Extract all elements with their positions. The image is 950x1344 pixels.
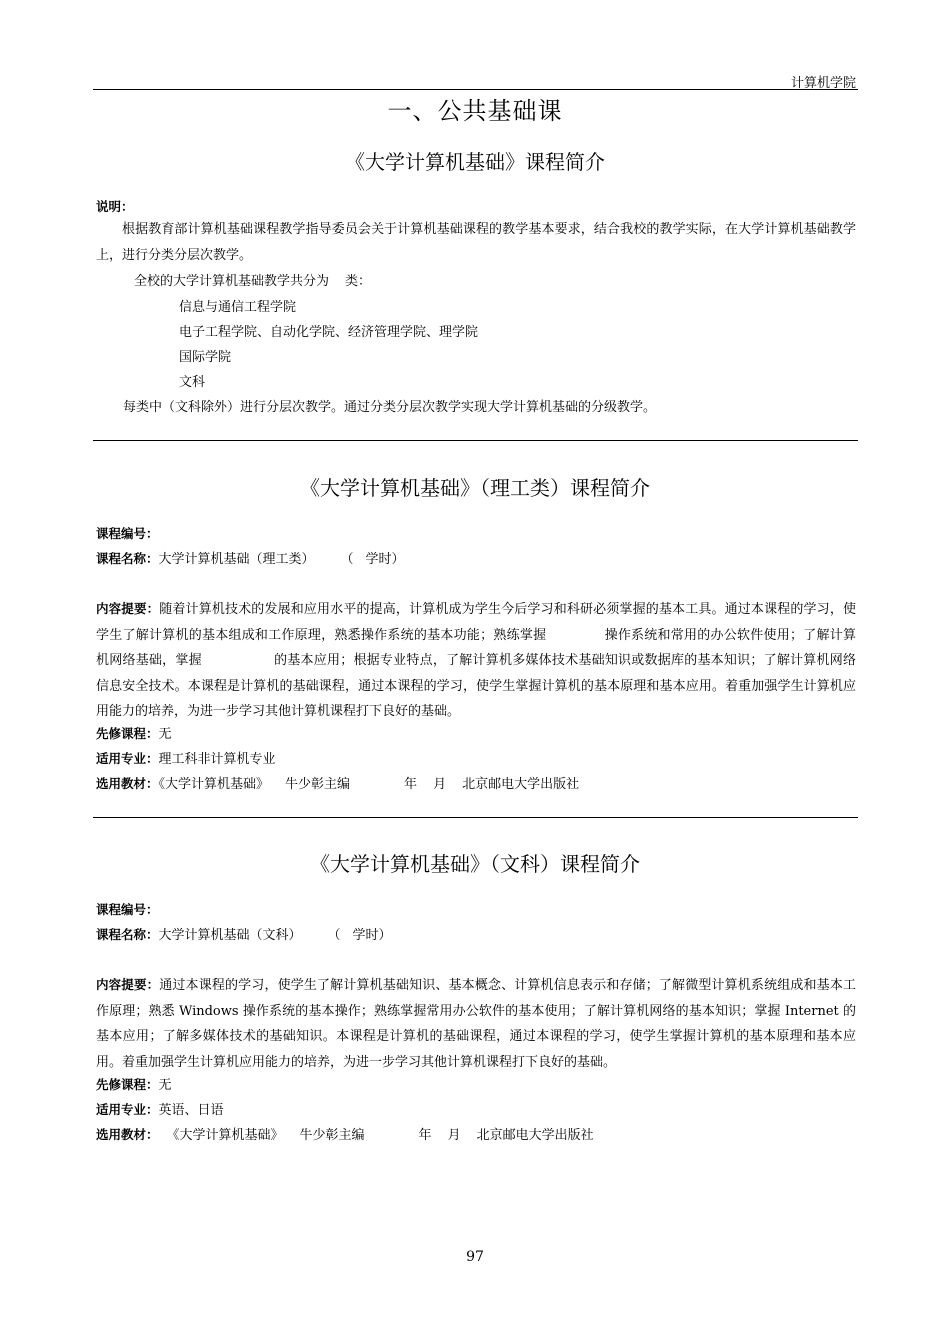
arts-textbook-line — [96, 1124, 594, 1143]
arts-major-label: 适用专业： — [96, 1102, 159, 1117]
science-hours-close: 学时） — [365, 552, 405, 567]
note-label: 说明： — [96, 199, 134, 214]
section-divider — [93, 440, 858, 441]
science-code-label: 课程编号： — [96, 526, 159, 541]
category-item: 文科 — [179, 375, 206, 390]
arts-summary-text: 通过本课程的学习，使学生了解计算机基础知识、基本概念、计算机信息表示和存储；了解微型计算机系统组成和基本工作原理；熟悉 Windows 操作系统的基本操作；熟练掌握常用办公软件的基本使用；了解计算机网络的基本知识；掌握 Internet 的基本应用；了解多媒体技术的基础知识。本课程是计算机的基础课程，通过本课程的学习，使学生掌握计算机的基本原理和基本应用。着重加强学生计算机应用能力的培养，为进一步学习其他计算机课程打下良好的基础。 — [96, 978, 856, 1070]
science-name-line — [96, 548, 405, 567]
arts-name-line — [96, 924, 392, 943]
intro-paragraph: 根据教育部计算机基础课程教学指导委员会关于计算机基础课程的教学基本要求，结合我校的教学实际，在大学计算机基础教学上，进行分类分层次教学。 — [96, 222, 856, 263]
category-count-suffix: 类： — [345, 274, 372, 289]
science-summary-part2: 操作系统和常用的办公软件使用；了解计算机网络基础，掌握 — [96, 627, 856, 668]
science-name-label: 课程名称： — [96, 551, 159, 566]
science-major-label: 适用专业： — [96, 751, 159, 766]
arts-major-value: 英语、日语 — [158, 1103, 224, 1118]
category-count-prefix: 全校的大学计算机基础教学共分为 — [134, 274, 330, 289]
arts-hours-close: 学时） — [352, 928, 392, 943]
category-item: 电子工程学院、自动化学院、经济管理学院、理学院 — [179, 325, 479, 340]
science-textbook-line — [96, 773, 579, 792]
science-publisher: 北京邮电大学出版社 — [462, 777, 580, 792]
intro-closing: 每类中（文科除外）进行分层次教学。通过分类分层次教学实现大学计算机基础的分级教学。 — [123, 400, 657, 415]
arts-major-line — [96, 1099, 224, 1118]
arts-title: 《大学计算机基础》（文科）课程简介 — [310, 852, 640, 876]
science-prereq-value: 无 — [158, 727, 172, 742]
science-prereq-label: 先修课程： — [96, 726, 159, 741]
science-textbook-label: 选用教材： — [96, 776, 159, 791]
arts-prereq-label: 先修课程： — [96, 1077, 159, 1092]
header-rule — [93, 89, 858, 90]
science-summary-part3: 的基本应用；根据专业特点，了解计算机多媒体技术基础知识或数据库的基本知识；了解计算机网络信息安全技术。本课程是计算机的基础课程，通过本课程的学习，使学生掌握计算机的基本原理和基本应用。着重加强学生计算机应用能力的培养，为进一步学习其他计算机课程打下良好的基础。 — [96, 653, 856, 719]
science-major-value: 理工科非计算机专业 — [158, 752, 276, 767]
arts-name-value: 大学计算机基础（文科） — [158, 928, 302, 943]
arts-code-label: 课程编号： — [96, 902, 159, 917]
science-month-label: 月 — [433, 777, 447, 792]
science-textbook-name: 《大学计算机基础》 — [158, 777, 270, 792]
science-prereq-line — [96, 723, 172, 742]
arts-hours-open: （ — [327, 928, 341, 943]
science-textbook-author: 牛少彰主编 — [285, 777, 351, 792]
science-hours-open: （ — [340, 552, 354, 567]
arts-year-label: 年 — [418, 1128, 432, 1143]
arts-textbook-label: 选用教材： — [96, 1127, 159, 1142]
arts-month-label: 月 — [447, 1128, 461, 1143]
arts-publisher: 北京邮电大学出版社 — [476, 1128, 594, 1143]
science-summary — [96, 596, 856, 725]
category-item: 国际学院 — [179, 350, 232, 365]
main-title: 一、公共基础课 — [387, 97, 563, 125]
running-header: 计算机学院 — [790, 76, 856, 91]
arts-prereq-line — [96, 1074, 172, 1093]
category-item: 信息与通信工程学院 — [179, 300, 297, 315]
science-summary-part1: 随着计算机技术的发展和应用水平的提高，计算机成为学生今后学习和科研必须掌握的基本工具。通过本课程的学习，使学生了解计算机的基本组成和工作原理，熟悉操作系统的基本功能；熟练掌握 — [96, 602, 856, 643]
arts-textbook-author: 牛少彰主编 — [299, 1128, 365, 1143]
arts-summary-label: 内容提要： — [96, 977, 160, 992]
arts-name-label: 课程名称： — [96, 927, 159, 942]
section-divider — [93, 817, 858, 818]
science-year-label: 年 — [404, 777, 418, 792]
arts-prereq-value: 无 — [158, 1078, 172, 1093]
science-name-value: 大学计算机基础（理工类） — [158, 552, 315, 567]
arts-summary — [96, 972, 856, 1075]
science-major-line — [96, 748, 276, 767]
arts-textbook-name: 《大学计算机基础》 — [166, 1128, 284, 1143]
science-title: 《大学计算机基础》（理工类）课程简介 — [300, 476, 650, 500]
science-summary-label: 内容提要： — [96, 601, 160, 616]
category-count-line — [134, 270, 371, 289]
intro-title: 《大学计算机基础》课程简介 — [345, 150, 605, 174]
page-number: 97 — [466, 1249, 484, 1265]
